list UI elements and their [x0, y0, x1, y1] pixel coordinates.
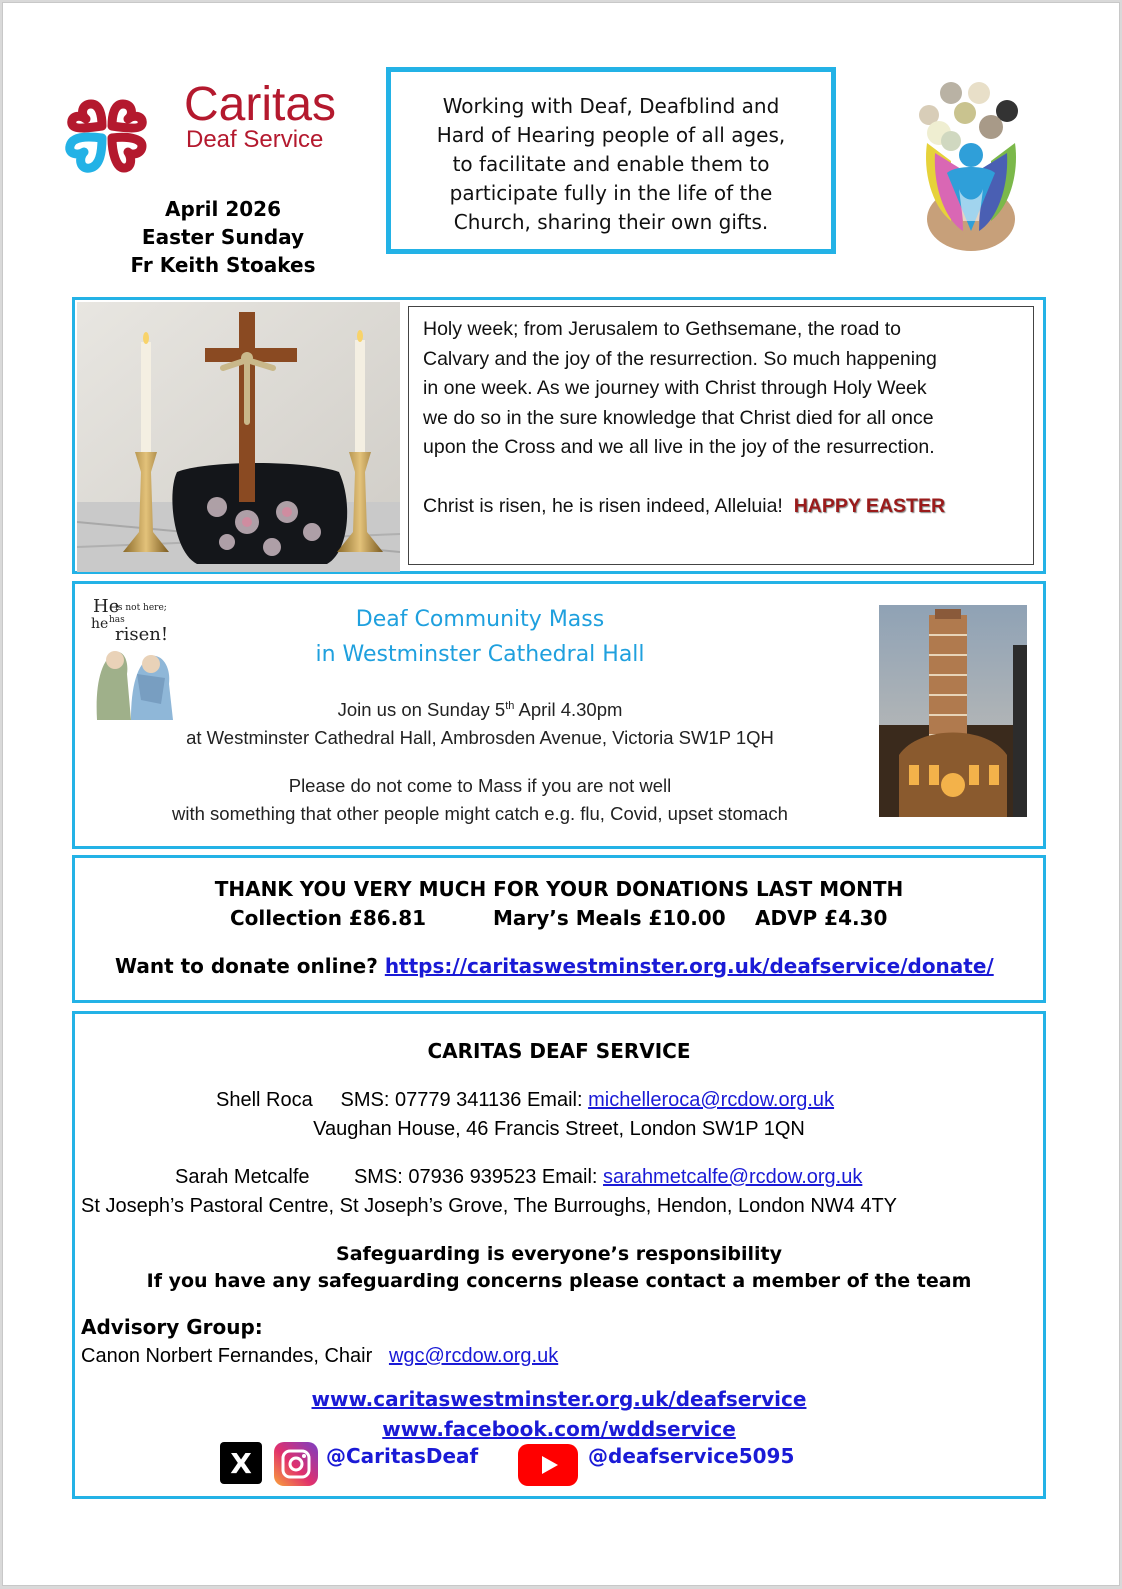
- contact-section: [72, 1011, 1046, 1499]
- advisory-group: [81, 1342, 558, 1371]
- contact-1-sms: SMS: 07779 341136 Email:: [340, 1089, 583, 1111]
- badge-he2: he: [91, 616, 109, 632]
- donation-advp: ADVP £4.30: [755, 906, 888, 930]
- mission-statement: Working with Deaf, Deafblind and Hard of Hearing people of all ages, to facilitate and enable them to participate fully in the life of the Church, sharing their own gifts.: [436, 94, 786, 234]
- contact-2-sms: SMS: 07936 939523 Email:: [353, 1166, 598, 1188]
- contact-1-name: Shell Roca: [216, 1089, 313, 1111]
- safeguarding-line-2: If you have any safeguarding concerns please contact a member of the team: [146, 1270, 972, 1292]
- contact-heading: CARITAS DEAF SERVICE: [427, 1039, 691, 1063]
- donations-section: [72, 855, 1046, 1003]
- contact-2-name: Sarah Metcalfe: [175, 1166, 310, 1188]
- mass-notice-2: with something that other people might catch e.g. flu, Covid, upset stomach: [172, 803, 788, 825]
- easter-closing: Christ is risen, he is risen indeed, Alleluia!: [423, 494, 783, 517]
- badge-he: He: [93, 596, 120, 617]
- contact-1-email-link[interactable]: michelleroca@rcdow.org.uk: [588, 1089, 835, 1111]
- badge-is-not-here: is not here;: [115, 603, 167, 613]
- mass-title: Deaf Community Mass in Westminster Cathedral Hall: [315, 607, 645, 667]
- mass-date-time: Join us on Sunday 5th April 4.30pm: [337, 699, 623, 721]
- community-people-logo-icon: [911, 81, 1031, 253]
- logo-subtitle: Deaf Service: [186, 126, 324, 153]
- mass-notice-1: Please do not come to Mass if you are not well: [288, 775, 672, 797]
- contact-person-2: [175, 1163, 862, 1192]
- header-info: [103, 195, 343, 279]
- mission-box: [386, 67, 836, 254]
- web-links: [75, 1385, 1043, 1445]
- badge-has: has: [109, 615, 125, 625]
- issue-author: Fr Keith Stoakes: [130, 253, 316, 277]
- youtube-handle: @deafservice5095: [588, 1444, 795, 1468]
- mass-address: at Westminster Cathedral Hall, Ambrosden Avenue, Victoria SW1P 1QH: [186, 727, 774, 749]
- westminster-cathedral-photo: [879, 605, 1027, 817]
- youtube-icon[interactable]: [518, 1444, 578, 1486]
- donation-marys-meals: Mary’s Meals £10.00: [493, 906, 726, 930]
- safeguarding-line-1: Safeguarding is everyone’s responsibility: [336, 1243, 782, 1265]
- issue-occasion: Easter Sunday: [141, 225, 305, 249]
- advisory-person: Canon Norbert Fernandes, Chair: [81, 1345, 373, 1367]
- contact-person-1: [216, 1086, 834, 1115]
- donate-link[interactable]: https://caritaswestminster.org.uk/deafservice/donate/: [384, 954, 994, 978]
- contact-1-address: Vaughan House, 46 Francis Street, London SW1P 1QN: [313, 1118, 805, 1140]
- instagram-icon[interactable]: [274, 1442, 318, 1486]
- donation-collection: Collection £86.81: [230, 906, 427, 930]
- x-icon[interactable]: X: [220, 1442, 262, 1484]
- contact-2-email-link[interactable]: sarahmetcalfe@rcdow.org.uk: [603, 1166, 863, 1188]
- logo-title: Caritas: [184, 78, 337, 131]
- advisory-email-link[interactable]: wgc@rcdow.org.uk: [388, 1345, 559, 1367]
- social-handle: @CaritasDeaf: [326, 1444, 479, 1468]
- easter-section: [72, 297, 1046, 574]
- donate-online-prompt: Want to donate online?: [115, 954, 378, 978]
- mass-section: [72, 581, 1046, 849]
- contact-2-address: St Joseph’s Pastoral Centre, St Joseph’s Grove, The Burroughs, Hendon, London NW4 4TY: [81, 1195, 898, 1217]
- easter-message-box: [408, 306, 1034, 565]
- happy-easter: HAPPY EASTER: [793, 494, 946, 517]
- mass-details: [115, 692, 845, 828]
- easter-message: Holy week; from Jerusalem to Gethsemane, the road to Calvary and the joy of the resurrection. So much happening in one week. As we journey with Christ through Holy Week we do so in the sure knowledge that Christ died for all once upon the Cross and we all live in the joy of the resurrection. Christ is risen, he is risen indeed, Alleluia! HAPPY EASTER: [423, 318, 946, 517]
- safeguarding-notice: [75, 1241, 1043, 1295]
- altar-crucifix-photo: [77, 302, 400, 572]
- newsletter-page: [2, 2, 1120, 1586]
- advisory-group-label: Advisory Group:: [81, 1315, 263, 1339]
- caritas-hearts-logo-icon: [58, 86, 156, 182]
- donate-online: [115, 952, 994, 981]
- facebook-link[interactable]: www.facebook.com/wddservice: [382, 1417, 736, 1441]
- issue-date: April 2026: [165, 197, 281, 221]
- donations-heading: THANK YOU VERY MUCH FOR YOUR DONATIONS LAST MONTH: [214, 877, 904, 901]
- website-link[interactable]: www.caritaswestminster.org.uk/deafservice: [311, 1387, 807, 1411]
- badge-risen: risen!: [115, 624, 169, 645]
